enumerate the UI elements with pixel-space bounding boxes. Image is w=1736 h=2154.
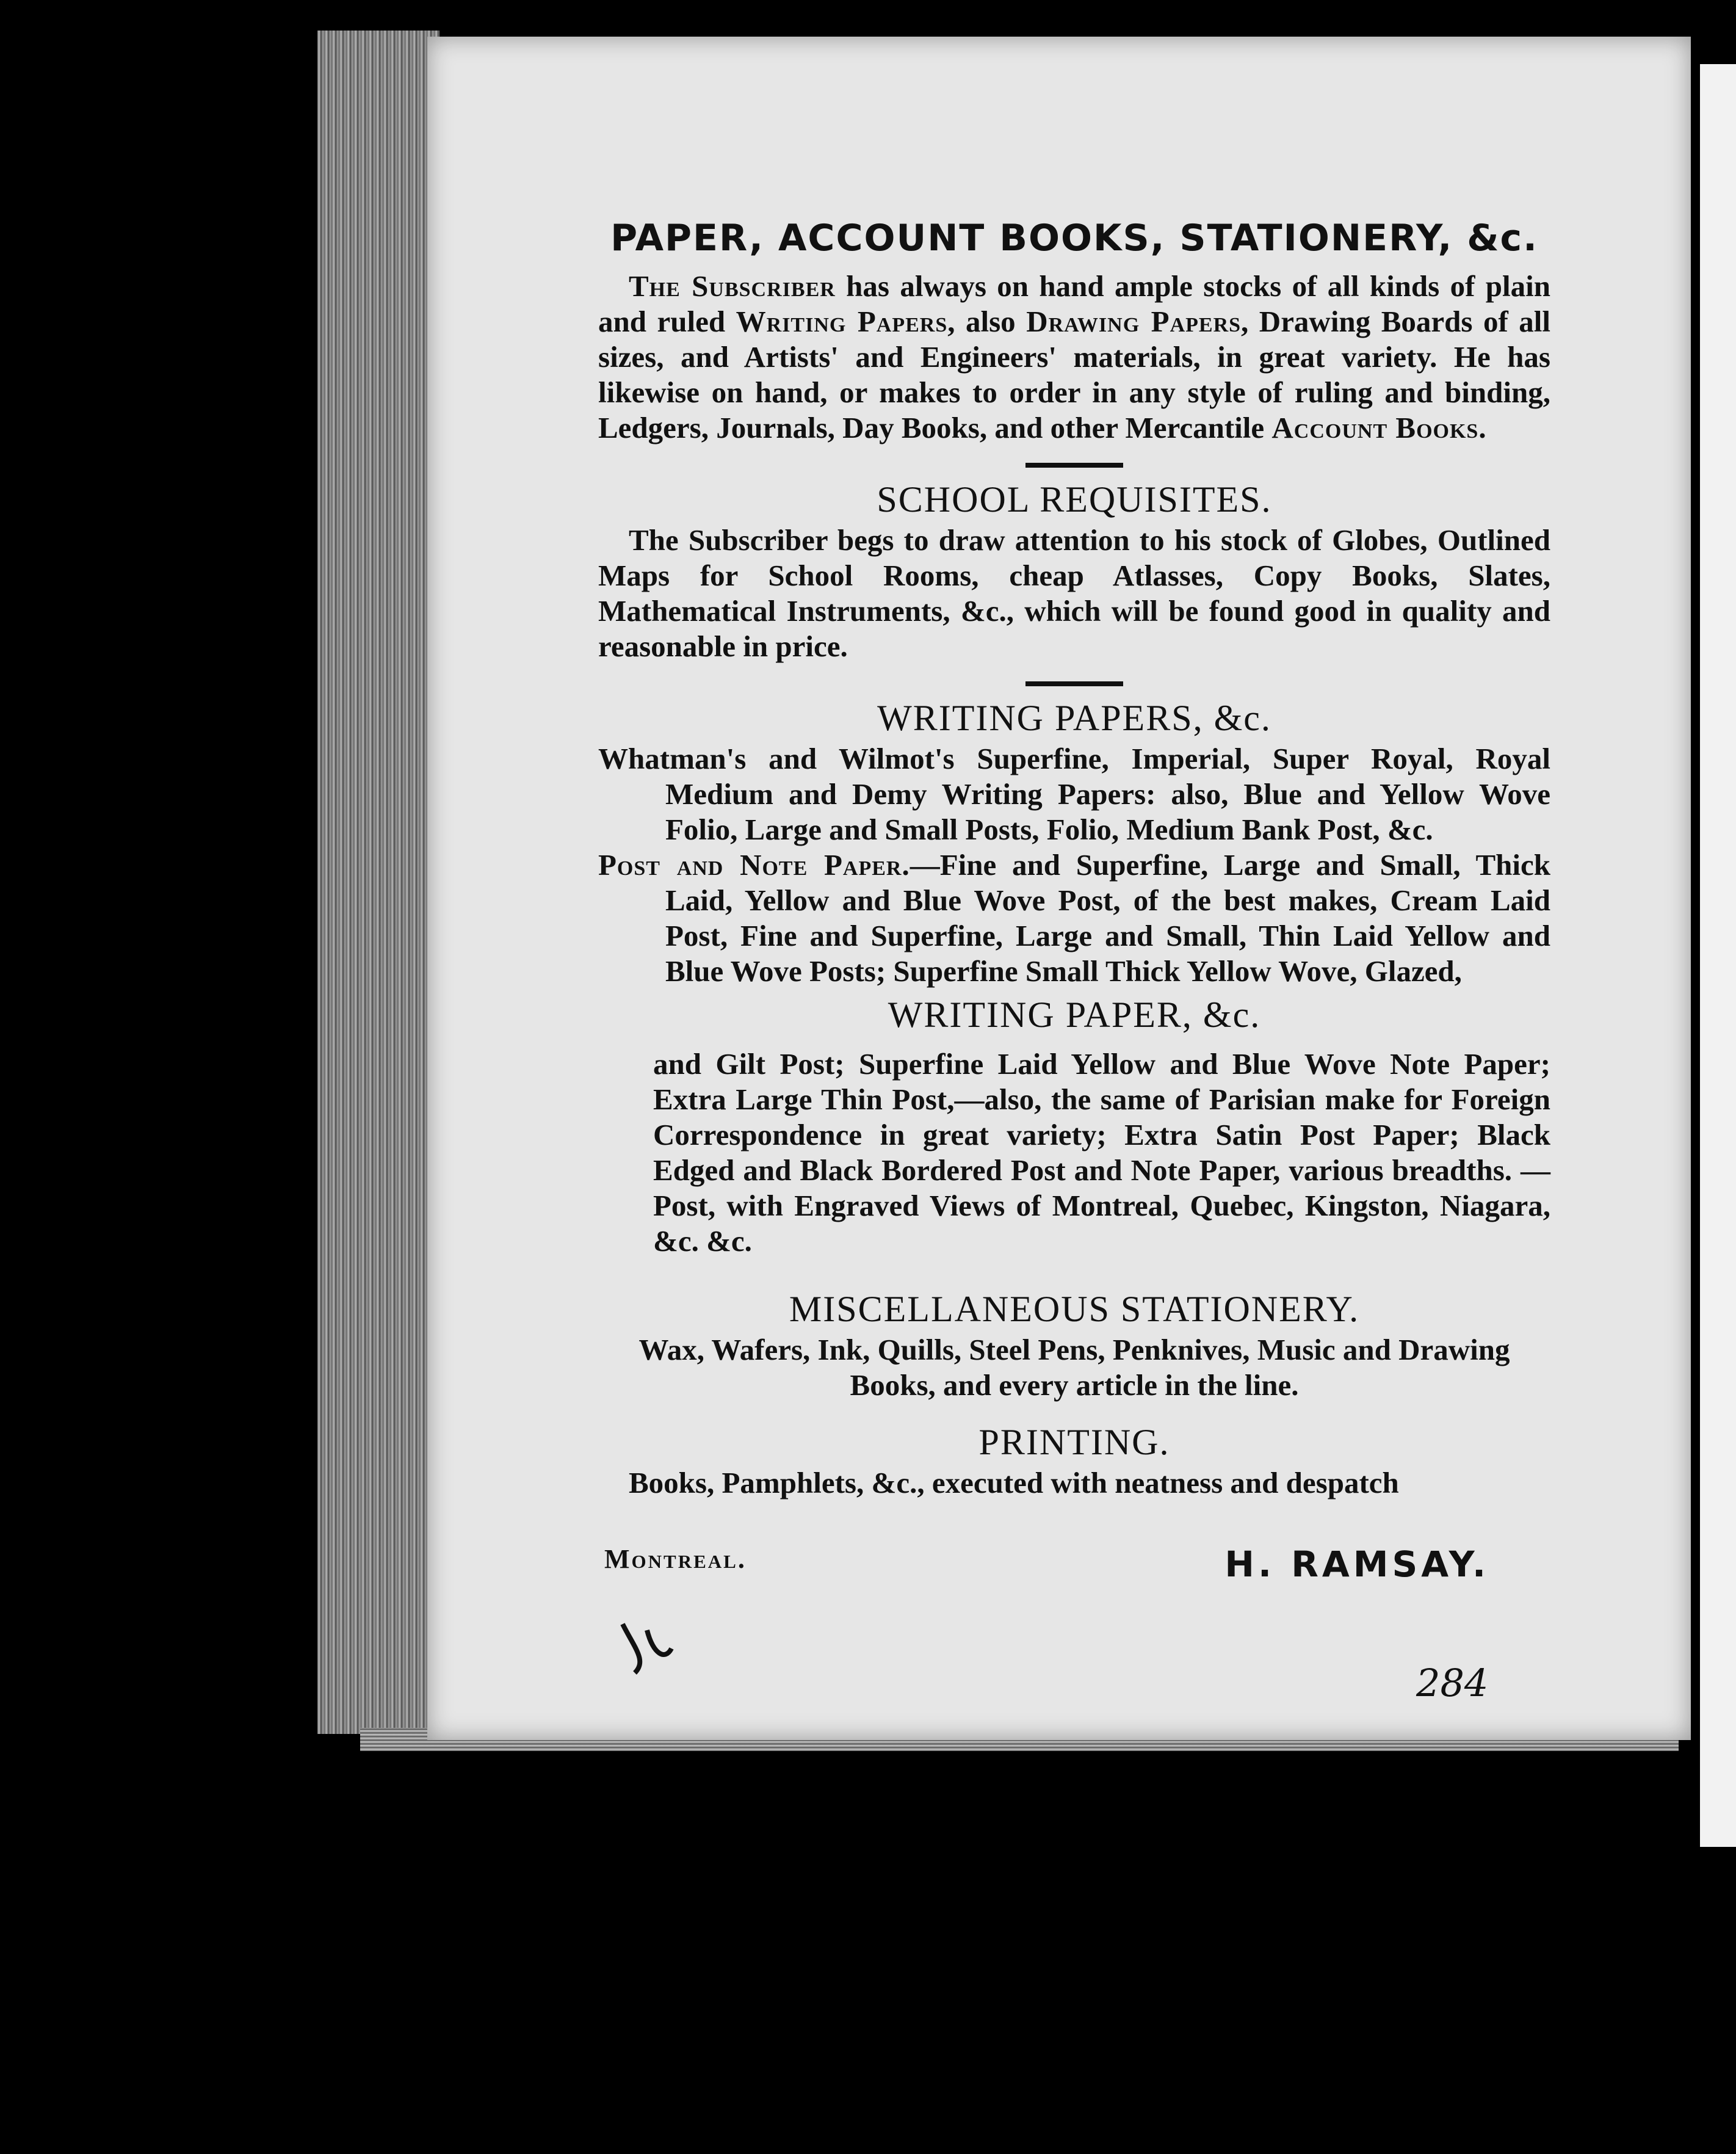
advertisement	[598, 214, 1550, 1585]
book-page	[427, 37, 1691, 1740]
school-paragraph: The Subscriber begs to draw attention to his stock of Globes, Outlined Maps for School Rooms, cheap Atlasses, Copy Books, Slates, Mathematical Instruments, &c., which will be found good in quality and reasonable in price.	[598, 523, 1550, 663]
intro-text-2: , also	[947, 305, 1027, 338]
intro-account-books: Account Books	[1271, 411, 1479, 444]
post-note-body: —Fine and Superfine, Large and Small, Thick Laid, Yellow and Blue Wove Post, of the best makes, Cream Laid Post, Fine and Superfine, Large and Small, Thin Laid Yellow and Blue Wove Posts; Superfine Small Thick Yellow Wove, Glazed,	[665, 848, 1550, 988]
intro-writing-papers: Writing Papers	[736, 305, 948, 338]
miscellaneous-paragraph: Wax, Wafers, Ink, Quills, Steel Pens, Penknives, Music and Drawing Books, and every article in the line.	[638, 1333, 1510, 1402]
printing-heading: PRINTING.	[978, 1422, 1170, 1462]
school-heading: SCHOOL REQUISITES.	[877, 479, 1272, 520]
intro-paragraph	[598, 269, 1550, 446]
post-note-paragraph	[598, 847, 1550, 989]
signature-line	[598, 1543, 1550, 1585]
main-heading: PAPER, ACCOUNT BOOKS, STATIONERY, &c.	[610, 217, 1538, 259]
post-note-lead: Post and Note Paper.	[598, 848, 910, 882]
intro-text-1: has always on hand ample stocks of all kinds of plain and ruled	[598, 269, 1551, 338]
place-name: Montreal.	[604, 1544, 747, 1574]
printing-paragraph: Books, Pamphlets, &c., executed with neatness and despatch	[629, 1466, 1399, 1499]
writing-papers-paragraph: Whatman's and Wilmot's Superfine, Imperial, Super Royal, Royal Medium and Demy Writing Papers: also, Blue and Yellow Wove Folio, Large and Small Posts, Folio, Medium Bank Post, &c.	[598, 742, 1550, 846]
intro-text-4: .	[1478, 411, 1486, 444]
writing-papers-heading: WRITING PAPERS, &c.	[877, 698, 1271, 738]
writing-paper-heading: WRITING PAPER, &c.	[888, 995, 1261, 1035]
intro-text-3: , Drawing Boards of all sizes, and Artists' and Engineers' materials, in great variety. He has likewise on hand, or makes to order in any style of ruling and binding, Ledgers, Journals, Day Books, and other Mercantile	[598, 305, 1550, 444]
intro-drawing-papers: Drawing Papers	[1026, 305, 1242, 338]
page-edges	[317, 31, 439, 1734]
writing-paper-paragraph: and Gilt Post; Superfine Laid Yellow and Blue Wove Note Paper; Extra Large Thin Post,—also, the same of Parisian make for Foreign Correspondence in great variety; Extra Satin Post Paper; Black Edged and Black Bordered Post and Note Paper, various breadths. —Post, with Engraved Views of Montreal, Quebec, Kingston, Niagara, &c. &c.	[653, 1047, 1550, 1258]
miscellaneous-heading: MISCELLANEOUS STATIONERY.	[789, 1289, 1360, 1329]
ink-mark-icon	[610, 1612, 690, 1685]
divider-rule	[1025, 463, 1123, 468]
subscriber-name: H. RAMSAY.	[1224, 1543, 1489, 1585]
divider-rule	[1025, 681, 1123, 686]
intro-lead: The Subscriber	[629, 269, 836, 303]
page-number: 284	[1416, 1661, 1489, 1705]
facing-page-strip	[1700, 64, 1736, 1847]
